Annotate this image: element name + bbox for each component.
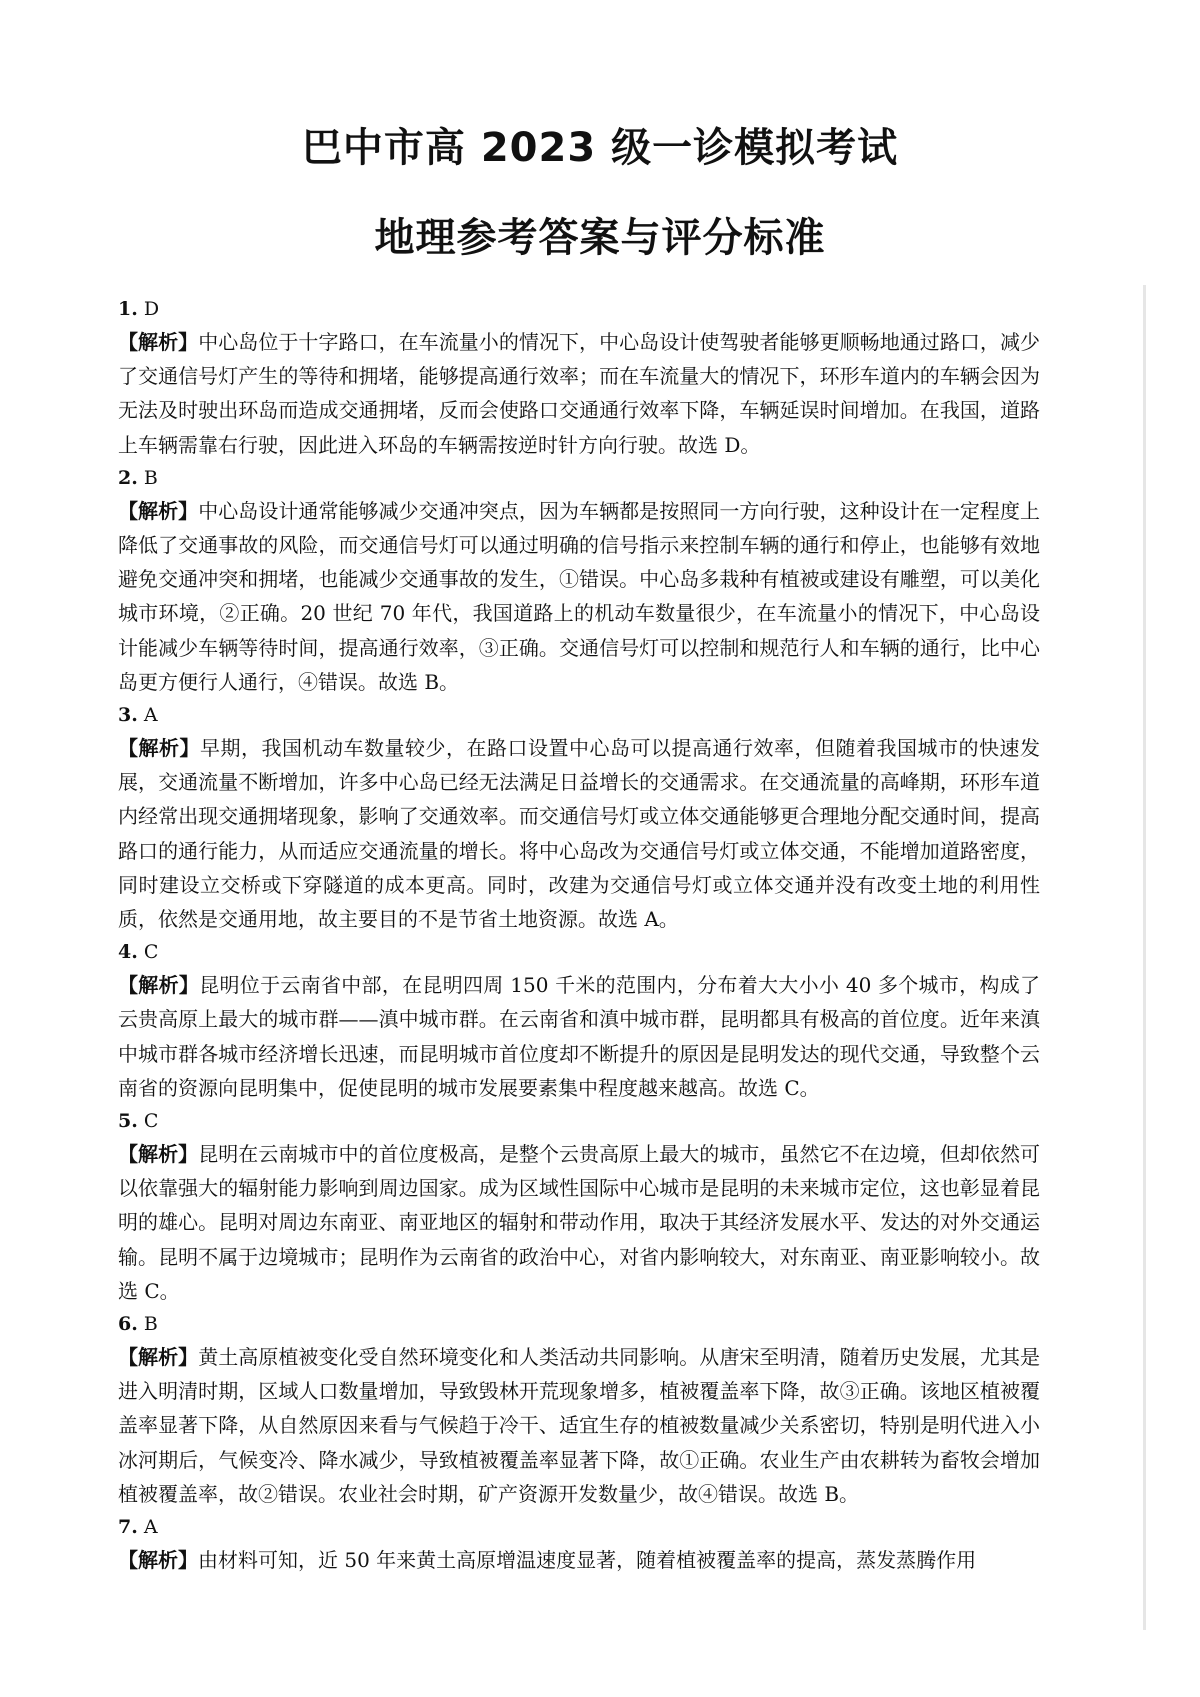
question-analysis [118, 325, 1040, 462]
question-number: 2. [118, 466, 138, 489]
analysis-tag: 【解析】 [118, 1142, 199, 1167]
analysis-text: 昆明位于云南省中部，在昆明四周 150 千米的范围内，分布着大大小小 40 多个城市，构成了云贵高原上最大的城市群——滇中城市群。在云南省和滇中城市群，昆明都具有极高的首位度。近年来滇中城市群各城市经济增长迅速，而昆明城市首位度却不断提升的原因是昆明发达的现代交通，导致整个云南省的资源向昆明集中，促使昆明的城市发展要素集中程度越来越高。故选 C。 [118, 973, 1041, 1100]
question-1 [118, 293, 1040, 462]
question-number-answer [118, 1105, 1040, 1137]
question-answer: C [143, 1110, 159, 1133]
question-answer: A [143, 1516, 158, 1539]
question-analysis [118, 968, 1040, 1105]
question-number-answer [118, 699, 1040, 731]
question-3 [118, 699, 1040, 936]
question-6 [118, 1308, 1040, 1511]
question-number-answer [118, 462, 1040, 494]
analysis-text: 中心岛设计通常能够减少交通冲突点，因为车辆都是按照同一方向行驶，这种设计在一定程度上降低了交通事故的风险，而交通信号灯可以通过明确的信号指示来控制车辆的通行和停止，也能够有效地避免交通冲突和拥堵，也能减少交通事故的发生，①错误。中心岛多栽种有植被或建设有雕塑，可以美化城市环境，②正确。20 世纪 70 年代，我国道路上的机动车数量很少，在车流量小的情况下，中心岛设计能减少车辆等待时间，提高通行效率，③正确。交通信号灯可以控制和规范行人和车辆的通行，比中心岛更方便行人通行，④错误。故选 B。 [118, 498, 1041, 694]
analysis-tag: 【解析】 [118, 498, 199, 523]
question-analysis [118, 731, 1040, 936]
question-analysis [118, 494, 1040, 699]
question-7 [118, 1511, 1040, 1577]
question-answer: A [143, 704, 158, 727]
question-number-answer [118, 293, 1040, 325]
question-answer: C [143, 941, 159, 964]
analysis-text: 中心岛位于十字路口，在车流量小的情况下，中心岛设计使驾驶者能够更顺畅地通过路口，减少了交通信号灯产生的等待和拥堵，能够提高通行效率；而在车流量大的情况下，环形车道内的车辆会因为无法及时驶出环岛而造成交通拥堵，反而会使路口交通通行效率下降，车辆延误时间增加。在我国，道路上车辆需靠右行驶，因此进入环岛的车辆需按逆时针方向行驶。故选 D。 [118, 330, 1041, 457]
question-number: 1. [118, 298, 138, 320]
question-number: 6. [118, 1313, 138, 1336]
analysis-tag: 【解析】 [118, 1345, 199, 1370]
question-number: 5. [118, 1110, 138, 1133]
analysis-tag: 【解析】 [118, 1548, 198, 1573]
question-number: 3. [118, 704, 138, 727]
analysis-tag: 【解析】 [118, 973, 200, 998]
question-number-answer [118, 1308, 1040, 1340]
analysis-text: 由材料可知，近 50 年来黄土高原增温速度显著，随着植被覆盖率的提高，蒸发蒸腾作用 [198, 1548, 977, 1573]
question-answer: D [143, 298, 160, 320]
analysis-text: 早期，我国机动车数量较少，在路口设置中心岛可以提高通行效率，但随着我国城市的快速发展，交通流量不断增加，许多中心岛已经无法满足日益增长的交通需求。在交通流量的高峰期，环形车道内经常出现交通拥堵现象，影响了交通效率。而交通信号灯或立体交通能够更合理地分配交通时间，提高路口的通行能力，从而适应交通流量的增长。将中心岛改为交通信号灯或立体交通，不能增加道路密度，同时建设立交桥或下穿隧道的成本更高。同时，改建为交通信号灯或立体交通并没有改变土地的利用性质，依然是交通用地，故主要目的不是节省土地资源。故选 A。 [118, 736, 1040, 932]
analysis-tag: 【解析】 [118, 330, 199, 354]
question-number: 4. [118, 941, 138, 964]
question-number-answer [118, 936, 1040, 968]
question-number: 7. [118, 1516, 138, 1539]
question-number-answer [118, 1511, 1040, 1543]
question-answer: B [143, 466, 158, 489]
exam-subtitle: 地理参考答案与评分标准 [374, 215, 826, 261]
analysis-text: 昆明在云南城市中的首位度极高，是整个云贵高原上最大的城市，虽然它不在边境，但却依然可以依靠强大的辐射能力影响到周边国家。成为区域性国际中心城市是昆明的未来城市定位，这也彰显着昆明的雄心。昆明对周边东南亚、南亚地区的辐射和带动作用，取决于其经济发展水平、发达的对外交通运输。昆明不属于边境城市；昆明作为云南省的政治中心，对省内影响较大，对东南亚、南亚影响较小。故选 C。 [118, 1142, 1041, 1303]
exam-title: 巴中市高 2023 级一诊模拟考试 [301, 125, 899, 171]
question-4 [118, 936, 1040, 1105]
question-answer: B [143, 1313, 158, 1336]
question-analysis [118, 1543, 1040, 1577]
analysis-tag: 【解析】 [118, 736, 200, 761]
question-analysis [118, 1137, 1040, 1308]
question-analysis [118, 1340, 1040, 1511]
answers-list [118, 293, 1040, 1577]
question-5 [118, 1105, 1040, 1308]
question-2 [118, 462, 1040, 699]
scan-edge-line [1143, 285, 1146, 1630]
analysis-text: 黄土高原植被变化受自然环境变化和人类活动共同影响。从唐宋至明清，随着历史发展，尤其是进入明清时期，区域人口数量增加，导致毁林开荒现象增多，植被覆盖率下降，故③正确。该地区植被覆盖率显著下降，从自然原因来看与气候趋于冷干、适宜生存的植被数量减少关系密切，特别是明代进入小冰河期后，气候变冷、降水减少，导致植被覆盖率显著下降，故①正确。农业生产由农耕转为畜牧会增加植被覆盖率，故②错误。农业社会时期，矿产资源开发数量少，故④错误。故选 B。 [118, 1345, 1041, 1506]
